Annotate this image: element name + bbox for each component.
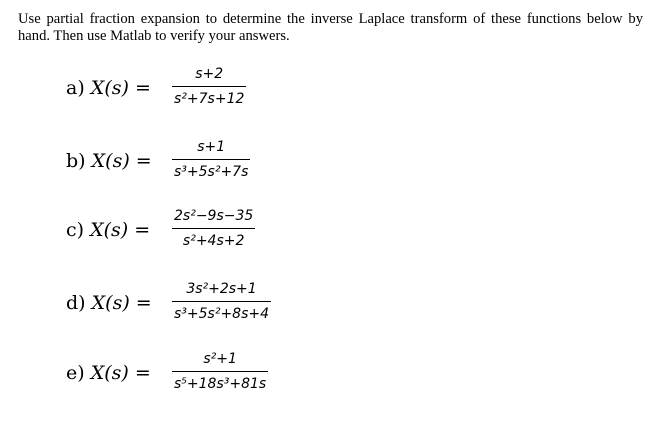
problem-b-label: b) [66,150,86,172]
instructions-text: Use partial fraction expansion to determine the inverse Laplace transform of these functions below by hand. Then use Matlab to verify your answers. [18,11,643,44]
problem-e-function: X(s) [90,362,129,384]
problem-a-denominator: s²+7s+12 [174,91,245,107]
problem-e-equals: = [134,362,151,384]
problem-d [0,277,650,333]
problem-b-equals: = [135,150,152,172]
problem-a-label: a) [66,77,85,99]
problem-e-fraction [172,347,268,396]
problem-d-label: d) [66,292,86,314]
problem-c-numerator: 2s²−9s−35 [174,208,254,224]
problem-d-equals: = [135,292,152,314]
problem-c-equals: = [134,219,151,241]
problem-d-numerator: 3s²+2s+1 [186,281,257,297]
problem-c-function: X(s) [90,219,129,241]
problem-e-label: e) [66,362,85,384]
problem-c-label: c) [66,219,85,241]
problem-e [0,347,650,403]
problem-e-denominator: s⁵+18s³+81s [174,376,267,392]
problem-e-lhs [66,361,151,385]
problem-d-lhs [66,291,152,315]
problem-c-denominator: s²+4s+2 [182,233,245,249]
problem-d-denominator: s³+5s²+8s+4 [174,306,270,322]
problem-c [0,204,650,260]
problem-a-numerator: s+2 [195,66,224,82]
problem-b-lhs [66,149,152,173]
problem-a-equals: = [134,77,151,99]
problem-a [0,62,650,118]
problem-a-lhs [66,76,151,100]
problem-b [0,135,650,191]
problem-b-function: X(s) [91,150,130,172]
problem-b-denominator: s³+5s²+7s [174,164,249,180]
problem-d-fraction [172,277,271,326]
problem-b-numerator: s+1 [197,139,226,155]
problem-e-numerator: s²+1 [203,351,237,367]
problem-a-function: X(s) [90,77,129,99]
problem-a-fraction [172,62,246,111]
problem-c-fraction [172,204,255,253]
problem-c-lhs [66,218,150,242]
problem-b-fraction [172,135,250,184]
problem-d-function: X(s) [91,292,130,314]
